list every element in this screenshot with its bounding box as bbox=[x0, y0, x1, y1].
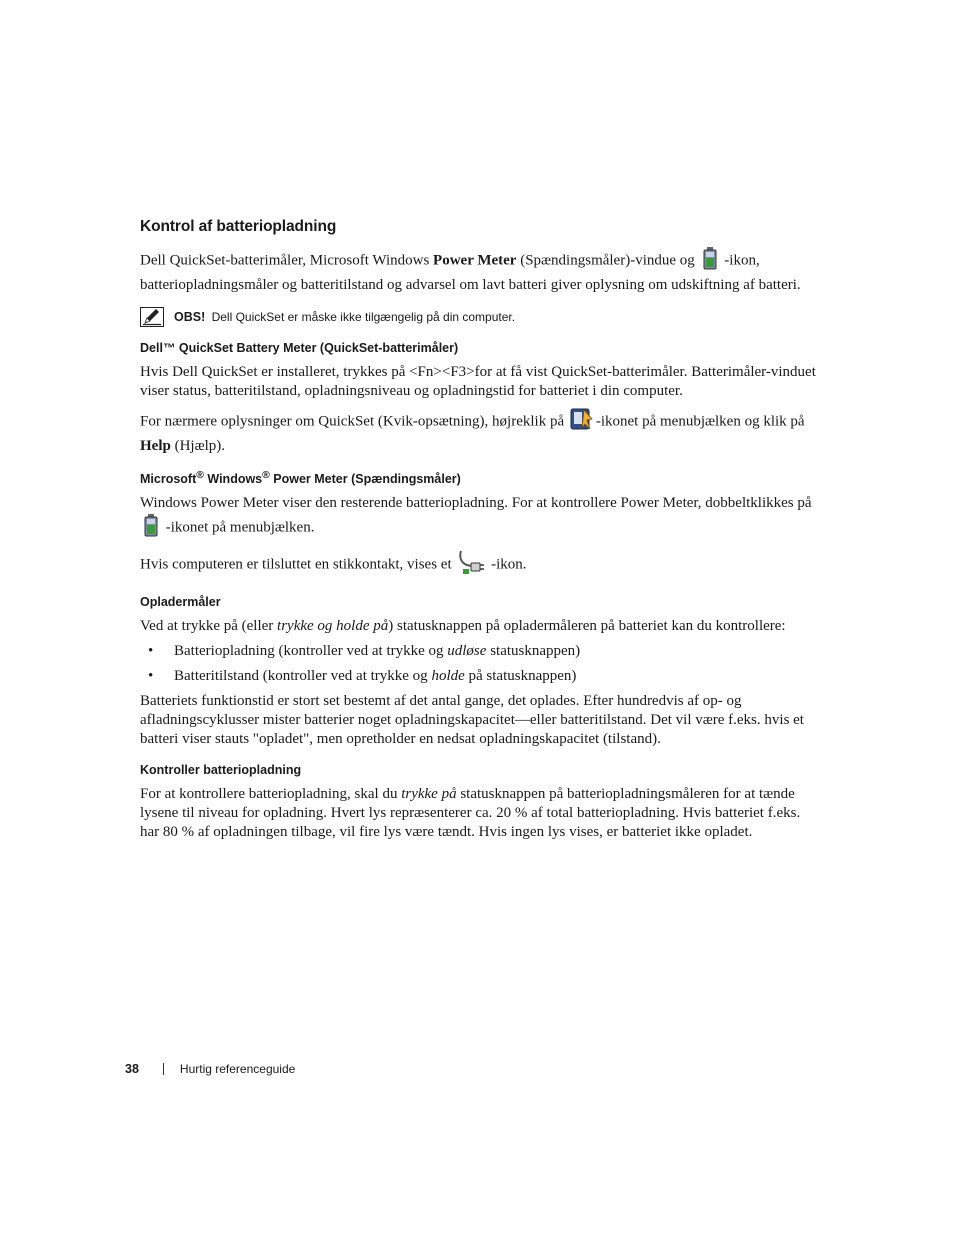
list-item: • Batteritilstand (kontroller ved at trykke og holde på statusknappen) bbox=[140, 667, 820, 686]
powermeter-heading: Microsoft® Windows® Power Meter (Spændingsmåler) bbox=[140, 470, 461, 487]
guide-title: Hurtig referenceguide bbox=[179, 1062, 296, 1076]
battery-meter-icon bbox=[142, 513, 160, 543]
opladermaaler-heading: Opladermåler bbox=[140, 595, 221, 610]
ac-power-plug-icon bbox=[457, 549, 485, 581]
section-title: Kontrol af batteriopladning bbox=[140, 218, 337, 235]
note-block bbox=[140, 307, 820, 327]
bullet-list bbox=[140, 642, 820, 686]
list-item: • Batteriopladning (kontroller ved at trykke og udløse statusknappen) bbox=[140, 642, 820, 661]
quickset-paragraph-1: Hvis Dell QuickSet er installeret, trykkes på <Fn><F3>for at få vist QuickSet-batterimåler. Batterimåler-vinduet viser status, batteritilstand, opladningsniveau og opladningstid for batteriet i din computer. bbox=[140, 364, 816, 399]
note-label: OBS! bbox=[174, 310, 206, 324]
quickset-paragraph-2: For nærmere oplysninger om QuickSet (Kvik-opsætning), højreklik på -ikonet på menubjælken og klik på Help (Hjælp). bbox=[140, 407, 820, 456]
page-number: 38 bbox=[125, 1062, 139, 1076]
powermeter-paragraph-2: Hvis computeren er tilsluttet en stikkontakt, vises et -ikon. bbox=[140, 549, 820, 581]
kontroller-paragraph: For at kontrollere batteriopladning, skal du trykke på statusknappen på batteriopladningsmåleren for at tænde lysene til niveau for opladning. Hvert lys repræsenterer ca. 20 % af total batteriopladning. Hvis batteriet f.eks. har 80 % af opladningen tilbage, vil fire lys være tændt. Hvis ingen lys vises, er batteriet ikke opladet. bbox=[140, 786, 801, 841]
opladermaaler-paragraph-1: Ved at trykke på (eller trykke og holde på) statusknappen på opladermåleren på batteriet kan du kontrollere: bbox=[140, 618, 786, 635]
quickset-icon bbox=[570, 407, 594, 437]
footer-divider bbox=[163, 1063, 164, 1075]
kontroller-heading: Kontroller batteriopladning bbox=[140, 763, 302, 778]
battery-meter-icon bbox=[701, 246, 719, 276]
opladermaaler-paragraph-2: Batteriets funktionstid er stort set bestemt af det antal gange, det oplades. Efter hundredvis af op- og afladningscyklusser mister batterier noget opladningskapacitet—eller batteritilstand. Det vil være f.eks. hvis et batteri viser stauts "opladet", men opretholder en nedsat opladningskapacitet (tilstand). bbox=[140, 693, 804, 748]
pencil-note-icon bbox=[140, 307, 166, 327]
note-text: Dell QuickSet er måske ikke tilgængelig på din computer. bbox=[208, 310, 516, 324]
page-footer bbox=[125, 1062, 295, 1076]
page-content bbox=[140, 218, 820, 848]
quickset-heading: Dell™ QuickSet Battery Meter (QuickSet-batterimåler) bbox=[140, 341, 459, 355]
powermeter-paragraph-1: Windows Power Meter viser den resterende batteriopladning. For at kontrollere Power Meter, dobbeltklikkes på -ikonet på menubjælken. bbox=[140, 494, 820, 543]
intro-paragraph: Dell QuickSet-batterimåler, Microsoft Windows Power Meter (Spændingsmåler)-vindue og -ikon, batteriopladningsmåler og batteritilstand og advarsel om lavt batteri giver oplysning om udskiftning af batteri. bbox=[140, 246, 820, 295]
